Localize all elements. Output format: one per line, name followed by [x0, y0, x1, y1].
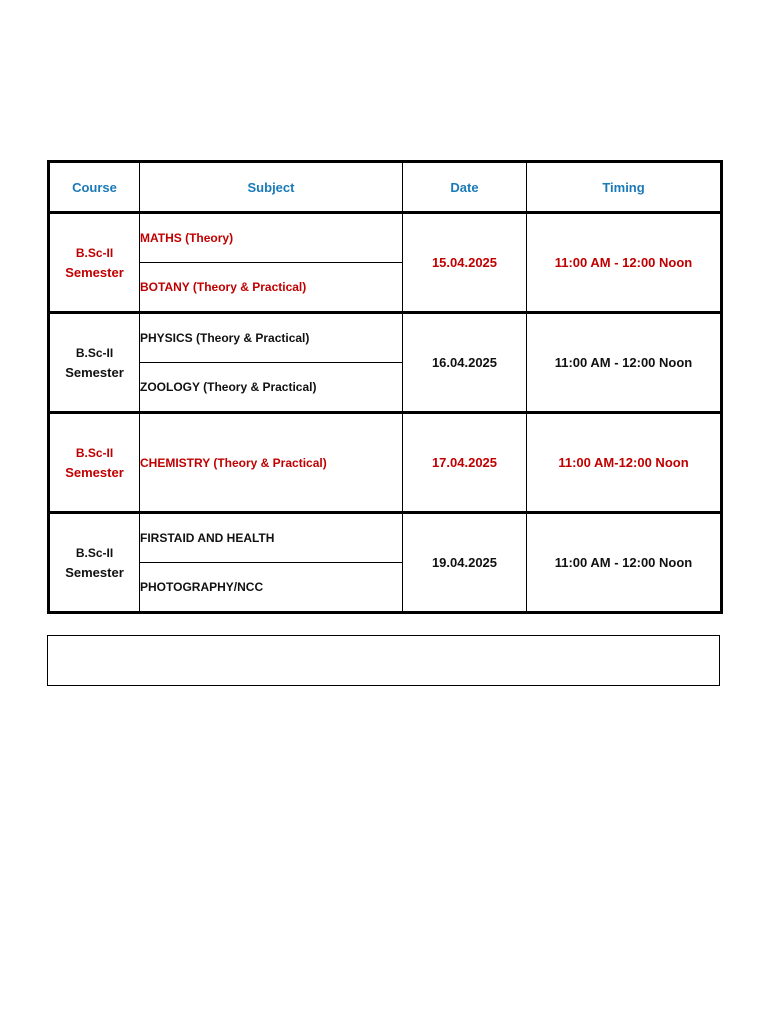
date-cell: 16.04.2025	[403, 313, 527, 413]
subject-cell: MATHS (Theory)	[140, 213, 403, 263]
subject-cell: PHYSICS (Theory & Practical)	[140, 313, 403, 363]
course-cell	[49, 513, 140, 613]
course-semester: Semester	[65, 364, 124, 380]
course-name: B.Sc-II	[75, 345, 114, 360]
subject-cell: CHEMISTRY (Theory & Practical)	[140, 413, 403, 513]
subject-cell: BOTANY (Theory & Practical)	[140, 263, 403, 313]
table-row	[49, 213, 722, 263]
header-course: Course	[49, 162, 140, 213]
course-cell	[49, 313, 140, 413]
course-name: B.Sc-II	[75, 245, 114, 260]
empty-note-box	[47, 635, 720, 686]
course-cell	[49, 413, 140, 513]
course-semester: Semester	[65, 264, 124, 280]
timing-cell: 11:00 AM - 12:00 Noon	[527, 213, 722, 313]
table-row	[49, 513, 722, 563]
date-cell: 15.04.2025	[403, 213, 527, 313]
timing-cell: 11:00 AM - 12:00 Noon	[527, 513, 722, 613]
timing-cell: 11:00 AM - 12:00 Noon	[527, 313, 722, 413]
subject-cell: PHOTOGRAPHY/NCC	[140, 563, 403, 613]
date-cell: 17.04.2025	[403, 413, 527, 513]
course-name: B.Sc-II	[75, 545, 114, 560]
course-semester: Semester	[65, 564, 124, 580]
subject-cell: ZOOLOGY (Theory & Practical)	[140, 363, 403, 413]
course-cell	[49, 213, 140, 313]
table-row	[49, 413, 722, 513]
table-row	[49, 313, 722, 363]
timing-cell: 11:00 AM-12:00 Noon	[527, 413, 722, 513]
subject-cell: FIRSTAID AND HEALTH	[140, 513, 403, 563]
header-row	[49, 162, 722, 213]
header-subject: Subject	[140, 162, 403, 213]
course-name: B.Sc-II	[75, 445, 114, 460]
course-semester: Semester	[65, 464, 124, 480]
header-date: Date	[403, 162, 527, 213]
exam-schedule-table	[47, 160, 723, 614]
header-timing: Timing	[527, 162, 722, 213]
date-cell: 19.04.2025	[403, 513, 527, 613]
